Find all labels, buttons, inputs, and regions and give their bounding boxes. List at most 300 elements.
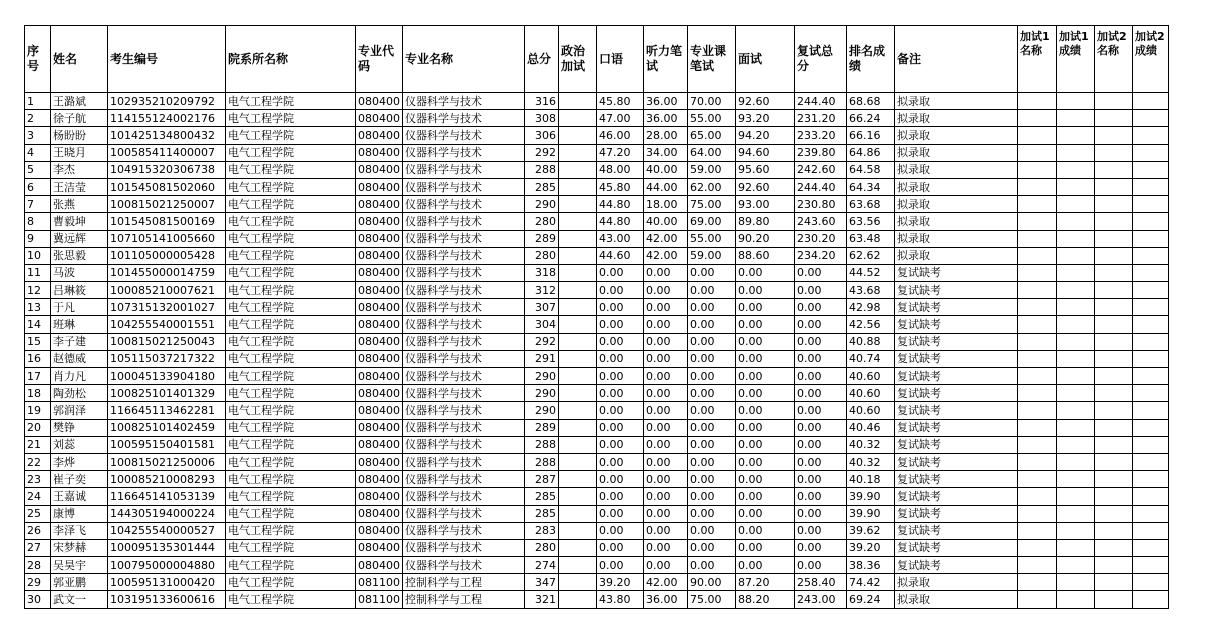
cell-major-written: 65.00: [688, 127, 736, 144]
cell-retest-total: 230.80: [795, 196, 847, 213]
table-row: [25, 385, 1169, 402]
cell-retest-total: 0.00: [795, 419, 847, 436]
cell-interview: 0.00: [736, 453, 795, 470]
cell-exam-id: 101545081500169: [108, 213, 226, 230]
cell-department: 电气工程学院: [226, 419, 356, 436]
cell-extra2-score: [1133, 591, 1169, 608]
cell-retest-total: 0.00: [795, 471, 847, 488]
cell-remarks: 复试缺考: [895, 471, 1018, 488]
cell-politics-extra: [559, 557, 597, 574]
cell-interview: 0.00: [736, 264, 795, 281]
cell-name: 张燕: [51, 196, 108, 213]
cell-major-name: 仪器科学与技术: [403, 316, 525, 333]
cell-rank-score: 62.62: [847, 247, 895, 264]
cell-remarks: 拟录取: [895, 230, 1018, 247]
cell-department: 电气工程学院: [226, 350, 356, 367]
cell-extra1-score: [1057, 178, 1095, 195]
cell-exam-id: 105115037217322: [108, 350, 226, 367]
cell-serial: 1: [25, 93, 51, 110]
cell-rank-score: 63.48: [847, 230, 895, 247]
cell-listening: 44.00: [644, 178, 688, 195]
cell-major-name: 仪器科学与技术: [403, 419, 525, 436]
cell-name: 康博: [51, 505, 108, 522]
cell-total-score: 290: [525, 368, 559, 385]
cell-remarks: 拟录取: [895, 110, 1018, 127]
cell-rank-score: 39.20: [847, 539, 895, 556]
cell-listening: 36.00: [644, 110, 688, 127]
cell-oral: 0.00: [597, 436, 644, 453]
cell-name: 李泽飞: [51, 522, 108, 539]
cell-major-written: 55.00: [688, 230, 736, 247]
cell-rank-score: 40.74: [847, 350, 895, 367]
cell-extra2-score: [1133, 299, 1169, 316]
cell-major-code: 080400: [356, 505, 403, 522]
cell-retest-total: 0.00: [795, 333, 847, 350]
header-major-name: 专业名称: [403, 26, 525, 93]
table-row: [25, 402, 1169, 419]
cell-extra2-name: [1095, 419, 1133, 436]
cell-remarks: 复试缺考: [895, 402, 1018, 419]
cell-department: 电气工程学院: [226, 161, 356, 178]
cell-extra1-name: [1018, 419, 1057, 436]
cell-oral: 47.20: [597, 144, 644, 161]
cell-extra1-name: [1018, 178, 1057, 195]
cell-rank-score: 39.90: [847, 505, 895, 522]
cell-total-score: 285: [525, 488, 559, 505]
cell-major-name: 仪器科学与技术: [403, 110, 525, 127]
cell-extra1-name: [1018, 264, 1057, 281]
cell-politics-extra: [559, 264, 597, 281]
cell-extra1-score: [1057, 282, 1095, 299]
cell-remarks: 复试缺考: [895, 419, 1018, 436]
cell-rank-score: 39.62: [847, 522, 895, 539]
cell-major-code: 080400: [356, 161, 403, 178]
cell-rank-score: 64.34: [847, 178, 895, 195]
cell-listening: 0.00: [644, 350, 688, 367]
cell-extra1-score: [1057, 557, 1095, 574]
cell-retest-total: 231.20: [795, 110, 847, 127]
cell-interview: 95.60: [736, 161, 795, 178]
cell-extra2-name: [1095, 385, 1133, 402]
cell-extra1-name: [1018, 350, 1057, 367]
cell-major-name: 仪器科学与技术: [403, 282, 525, 299]
cell-department: 电气工程学院: [226, 591, 356, 608]
cell-interview: 0.00: [736, 402, 795, 419]
cell-politics-extra: [559, 93, 597, 110]
cell-extra2-score: [1133, 127, 1169, 144]
cell-retest-total: 243.00: [795, 591, 847, 608]
cell-retest-total: 0.00: [795, 368, 847, 385]
cell-listening: 36.00: [644, 591, 688, 608]
cell-major-code: 080400: [356, 488, 403, 505]
cell-total-score: 291: [525, 350, 559, 367]
cell-extra2-name: [1095, 436, 1133, 453]
cell-rank-score: 64.86: [847, 144, 895, 161]
cell-retest-total: 0.00: [795, 453, 847, 470]
cell-exam-id: 100585411400007: [108, 144, 226, 161]
admission-results-table: [24, 25, 1169, 609]
cell-extra2-name: [1095, 178, 1133, 195]
cell-name: 王嘉诚: [51, 488, 108, 505]
cell-major-written: 0.00: [688, 264, 736, 281]
cell-name: 崔子奕: [51, 471, 108, 488]
cell-oral: 0.00: [597, 333, 644, 350]
cell-politics-extra: [559, 110, 597, 127]
cell-oral: 43.00: [597, 230, 644, 247]
cell-major-written: 0.00: [688, 471, 736, 488]
cell-exam-id: 100095135301444: [108, 539, 226, 556]
cell-major-written: 0.00: [688, 282, 736, 299]
cell-major-name: 仪器科学与技术: [403, 453, 525, 470]
header-major-written: 专业课笔试: [688, 26, 736, 93]
header-total-score: 总分: [525, 26, 559, 93]
header-extra1-score: 加试1成绩: [1057, 26, 1095, 93]
header-politics-extra: 政治加试: [559, 26, 597, 93]
cell-politics-extra: [559, 247, 597, 264]
cell-exam-id: 104255540000527: [108, 522, 226, 539]
cell-retest-total: 0.00: [795, 522, 847, 539]
cell-oral: 0.00: [597, 282, 644, 299]
cell-remarks: 复试缺考: [895, 505, 1018, 522]
cell-serial: 12: [25, 282, 51, 299]
cell-department: 电气工程学院: [226, 368, 356, 385]
cell-name: 郭润泽: [51, 402, 108, 419]
cell-total-score: 280: [525, 247, 559, 264]
cell-rank-score: 39.90: [847, 488, 895, 505]
cell-extra2-name: [1095, 591, 1133, 608]
cell-listening: 0.00: [644, 436, 688, 453]
cell-oral: 0.00: [597, 385, 644, 402]
cell-interview: 94.60: [736, 144, 795, 161]
cell-major-name: 仪器科学与技术: [403, 127, 525, 144]
cell-exam-id: 100815021250006: [108, 453, 226, 470]
header-extra1-name: 加试1名称: [1018, 26, 1057, 93]
cell-listening: 0.00: [644, 368, 688, 385]
cell-interview: 92.60: [736, 178, 795, 195]
cell-major-name: 仪器科学与技术: [403, 522, 525, 539]
cell-retest-total: 230.20: [795, 230, 847, 247]
cell-department: 电气工程学院: [226, 230, 356, 247]
cell-exam-id: 100815021250043: [108, 333, 226, 350]
cell-politics-extra: [559, 591, 597, 608]
cell-exam-id: 100795000004880: [108, 557, 226, 574]
cell-oral: 0.00: [597, 316, 644, 333]
cell-name: 郭亚鹏: [51, 574, 108, 591]
cell-extra2-score: [1133, 350, 1169, 367]
cell-department: 电气工程学院: [226, 93, 356, 110]
cell-major-code: 080400: [356, 264, 403, 281]
cell-listening: 40.00: [644, 161, 688, 178]
cell-listening: 0.00: [644, 385, 688, 402]
header-extra2-score: 加试2成绩: [1133, 26, 1169, 93]
cell-extra1-name: [1018, 144, 1057, 161]
table-row: [25, 574, 1169, 591]
cell-department: 电气工程学院: [226, 178, 356, 195]
table-row: [25, 93, 1169, 110]
cell-politics-extra: [559, 385, 597, 402]
table-row: [25, 299, 1169, 316]
cell-department: 电气工程学院: [226, 196, 356, 213]
cell-retest-total: 0.00: [795, 488, 847, 505]
cell-department: 电气工程学院: [226, 213, 356, 230]
cell-exam-id: 144305194000224: [108, 505, 226, 522]
cell-extra2-name: [1095, 316, 1133, 333]
cell-listening: 0.00: [644, 453, 688, 470]
cell-department: 电气工程学院: [226, 505, 356, 522]
header-major-code: 专业代码: [356, 26, 403, 93]
cell-major-name: 仪器科学与技术: [403, 436, 525, 453]
header-extra2-name: 加试2名称: [1095, 26, 1133, 93]
cell-extra2-score: [1133, 213, 1169, 230]
cell-extra1-score: [1057, 144, 1095, 161]
cell-serial: 16: [25, 350, 51, 367]
cell-extra2-score: [1133, 93, 1169, 110]
cell-major-written: 0.00: [688, 368, 736, 385]
cell-exam-id: 100815021250007: [108, 196, 226, 213]
cell-name: 徐子航: [51, 110, 108, 127]
cell-exam-id: 104915320306738: [108, 161, 226, 178]
table-row: [25, 316, 1169, 333]
cell-department: 电气工程学院: [226, 144, 356, 161]
cell-extra1-score: [1057, 488, 1095, 505]
cell-interview: 0.00: [736, 419, 795, 436]
cell-interview: 0.00: [736, 557, 795, 574]
cell-extra1-score: [1057, 368, 1095, 385]
cell-total-score: 285: [525, 178, 559, 195]
cell-remarks: 复试缺考: [895, 539, 1018, 556]
cell-total-score: 287: [525, 471, 559, 488]
cell-extra1-score: [1057, 385, 1095, 402]
cell-oral: 45.80: [597, 178, 644, 195]
cell-remarks: 复试缺考: [895, 333, 1018, 350]
cell-extra1-name: [1018, 316, 1057, 333]
cell-major-code: 080400: [356, 333, 403, 350]
cell-total-score: 307: [525, 299, 559, 316]
cell-extra1-name: [1018, 161, 1057, 178]
cell-extra2-name: [1095, 488, 1133, 505]
cell-remarks: 拟录取: [895, 196, 1018, 213]
cell-department: 电气工程学院: [226, 316, 356, 333]
cell-major-written: 0.00: [688, 316, 736, 333]
cell-rank-score: 40.88: [847, 333, 895, 350]
cell-department: 电气工程学院: [226, 385, 356, 402]
cell-department: 电气工程学院: [226, 453, 356, 470]
cell-oral: 46.00: [597, 127, 644, 144]
cell-retest-total: 0.00: [795, 350, 847, 367]
cell-interview: 0.00: [736, 316, 795, 333]
cell-politics-extra: [559, 436, 597, 453]
cell-major-code: 080400: [356, 316, 403, 333]
cell-politics-extra: [559, 402, 597, 419]
cell-extra2-score: [1133, 368, 1169, 385]
cell-extra1-score: [1057, 591, 1095, 608]
cell-total-score: 274: [525, 557, 559, 574]
cell-name: 吴昊宇: [51, 557, 108, 574]
cell-major-code: 080400: [356, 402, 403, 419]
cell-extra2-score: [1133, 505, 1169, 522]
cell-remarks: 复试缺考: [895, 368, 1018, 385]
cell-listening: 0.00: [644, 522, 688, 539]
cell-oral: 0.00: [597, 368, 644, 385]
cell-serial: 30: [25, 591, 51, 608]
cell-major-code: 081100: [356, 591, 403, 608]
header-department: 院系所名称: [226, 26, 356, 93]
cell-listening: 0.00: [644, 488, 688, 505]
cell-name: 陶劲松: [51, 385, 108, 402]
cell-extra1-name: [1018, 505, 1057, 522]
cell-interview: 0.00: [736, 505, 795, 522]
cell-politics-extra: [559, 368, 597, 385]
cell-extra1-score: [1057, 93, 1095, 110]
cell-listening: 0.00: [644, 471, 688, 488]
cell-oral: 0.00: [597, 488, 644, 505]
cell-oral: 47.00: [597, 110, 644, 127]
cell-major-name: 仪器科学与技术: [403, 247, 525, 264]
cell-extra1-score: [1057, 299, 1095, 316]
cell-extra2-name: [1095, 264, 1133, 281]
cell-exam-id: 100085210007621: [108, 282, 226, 299]
cell-oral: 43.80: [597, 591, 644, 608]
cell-extra1-score: [1057, 161, 1095, 178]
cell-department: 电气工程学院: [226, 471, 356, 488]
cell-major-name: 仪器科学与技术: [403, 213, 525, 230]
cell-name: 杨盼盼: [51, 127, 108, 144]
table-row: [25, 247, 1169, 264]
cell-major-written: 0.00: [688, 402, 736, 419]
cell-extra2-name: [1095, 213, 1133, 230]
table-row: [25, 161, 1169, 178]
cell-serial: 22: [25, 453, 51, 470]
cell-department: 电气工程学院: [226, 436, 356, 453]
cell-politics-extra: [559, 196, 597, 213]
cell-rank-score: 42.98: [847, 299, 895, 316]
cell-oral: 0.00: [597, 402, 644, 419]
header-listening: 听力笔试: [644, 26, 688, 93]
table-row: [25, 110, 1169, 127]
cell-politics-extra: [559, 522, 597, 539]
cell-serial: 9: [25, 230, 51, 247]
cell-major-code: 080400: [356, 453, 403, 470]
cell-oral: 44.80: [597, 196, 644, 213]
cell-serial: 4: [25, 144, 51, 161]
cell-major-written: 0.00: [688, 522, 736, 539]
cell-exam-id: 107105141005660: [108, 230, 226, 247]
cell-retest-total: 239.80: [795, 144, 847, 161]
cell-extra1-score: [1057, 522, 1095, 539]
cell-department: 电气工程学院: [226, 282, 356, 299]
cell-extra2-score: [1133, 144, 1169, 161]
cell-department: 电气工程学院: [226, 264, 356, 281]
cell-listening: 0.00: [644, 419, 688, 436]
table-row: [25, 213, 1169, 230]
cell-serial: 8: [25, 213, 51, 230]
cell-rank-score: 63.56: [847, 213, 895, 230]
cell-department: 电气工程学院: [226, 110, 356, 127]
cell-extra2-name: [1095, 402, 1133, 419]
cell-listening: 42.00: [644, 230, 688, 247]
cell-extra2-name: [1095, 282, 1133, 299]
cell-extra1-name: [1018, 591, 1057, 608]
table-row: [25, 471, 1169, 488]
cell-extra1-score: [1057, 505, 1095, 522]
cell-extra2-score: [1133, 316, 1169, 333]
cell-extra2-name: [1095, 196, 1133, 213]
cell-serial: 3: [25, 127, 51, 144]
cell-exam-id: 100595131000420: [108, 574, 226, 591]
cell-extra2-score: [1133, 488, 1169, 505]
cell-extra2-name: [1095, 161, 1133, 178]
cell-interview: 0.00: [736, 333, 795, 350]
cell-name: 张思毅: [51, 247, 108, 264]
table-row: [25, 557, 1169, 574]
cell-remarks: 复试缺考: [895, 264, 1018, 281]
cell-name: 班琳: [51, 316, 108, 333]
cell-major-code: 080400: [356, 350, 403, 367]
cell-department: 电气工程学院: [226, 402, 356, 419]
cell-extra1-score: [1057, 453, 1095, 470]
cell-listening: 0.00: [644, 539, 688, 556]
cell-department: 电气工程学院: [226, 299, 356, 316]
cell-extra1-name: [1018, 557, 1057, 574]
cell-extra2-name: [1095, 247, 1133, 264]
cell-extra1-name: [1018, 436, 1057, 453]
cell-major-name: 仪器科学与技术: [403, 161, 525, 178]
cell-remarks: 拟录取: [895, 161, 1018, 178]
cell-serial: 26: [25, 522, 51, 539]
cell-total-score: 280: [525, 213, 559, 230]
cell-extra2-score: [1133, 161, 1169, 178]
cell-total-score: 280: [525, 539, 559, 556]
cell-interview: 0.00: [736, 350, 795, 367]
cell-exam-id: 100825101402459: [108, 419, 226, 436]
cell-extra1-name: [1018, 574, 1057, 591]
cell-oral: 48.00: [597, 161, 644, 178]
cell-rank-score: 43.68: [847, 282, 895, 299]
cell-serial: 27: [25, 539, 51, 556]
cell-rank-score: 40.32: [847, 453, 895, 470]
cell-total-score: 290: [525, 385, 559, 402]
cell-rank-score: 44.52: [847, 264, 895, 281]
cell-retest-total: 233.20: [795, 127, 847, 144]
cell-exam-id: 101425134800432: [108, 127, 226, 144]
cell-extra1-score: [1057, 127, 1095, 144]
cell-name: 刘蕊: [51, 436, 108, 453]
header-retest-total: 复试总分: [795, 26, 847, 93]
cell-exam-id: 101545081502060: [108, 178, 226, 195]
cell-name: 马波: [51, 264, 108, 281]
cell-name: 李子建: [51, 333, 108, 350]
cell-extra2-score: [1133, 110, 1169, 127]
cell-major-written: 0.00: [688, 557, 736, 574]
cell-serial: 23: [25, 471, 51, 488]
cell-major-name: 仪器科学与技术: [403, 539, 525, 556]
cell-listening: 34.00: [644, 144, 688, 161]
cell-rank-score: 40.32: [847, 436, 895, 453]
cell-major-code: 080400: [356, 196, 403, 213]
cell-interview: 89.80: [736, 213, 795, 230]
cell-major-code: 080400: [356, 93, 403, 110]
cell-extra1-score: [1057, 316, 1095, 333]
cell-extra1-name: [1018, 110, 1057, 127]
cell-extra1-score: [1057, 333, 1095, 350]
cell-extra2-name: [1095, 144, 1133, 161]
table-row: [25, 453, 1169, 470]
cell-extra2-score: [1133, 453, 1169, 470]
cell-exam-id: 100045133904180: [108, 368, 226, 385]
cell-major-name: 仪器科学与技术: [403, 93, 525, 110]
cell-extra1-name: [1018, 247, 1057, 264]
cell-major-name: 仪器科学与技术: [403, 350, 525, 367]
